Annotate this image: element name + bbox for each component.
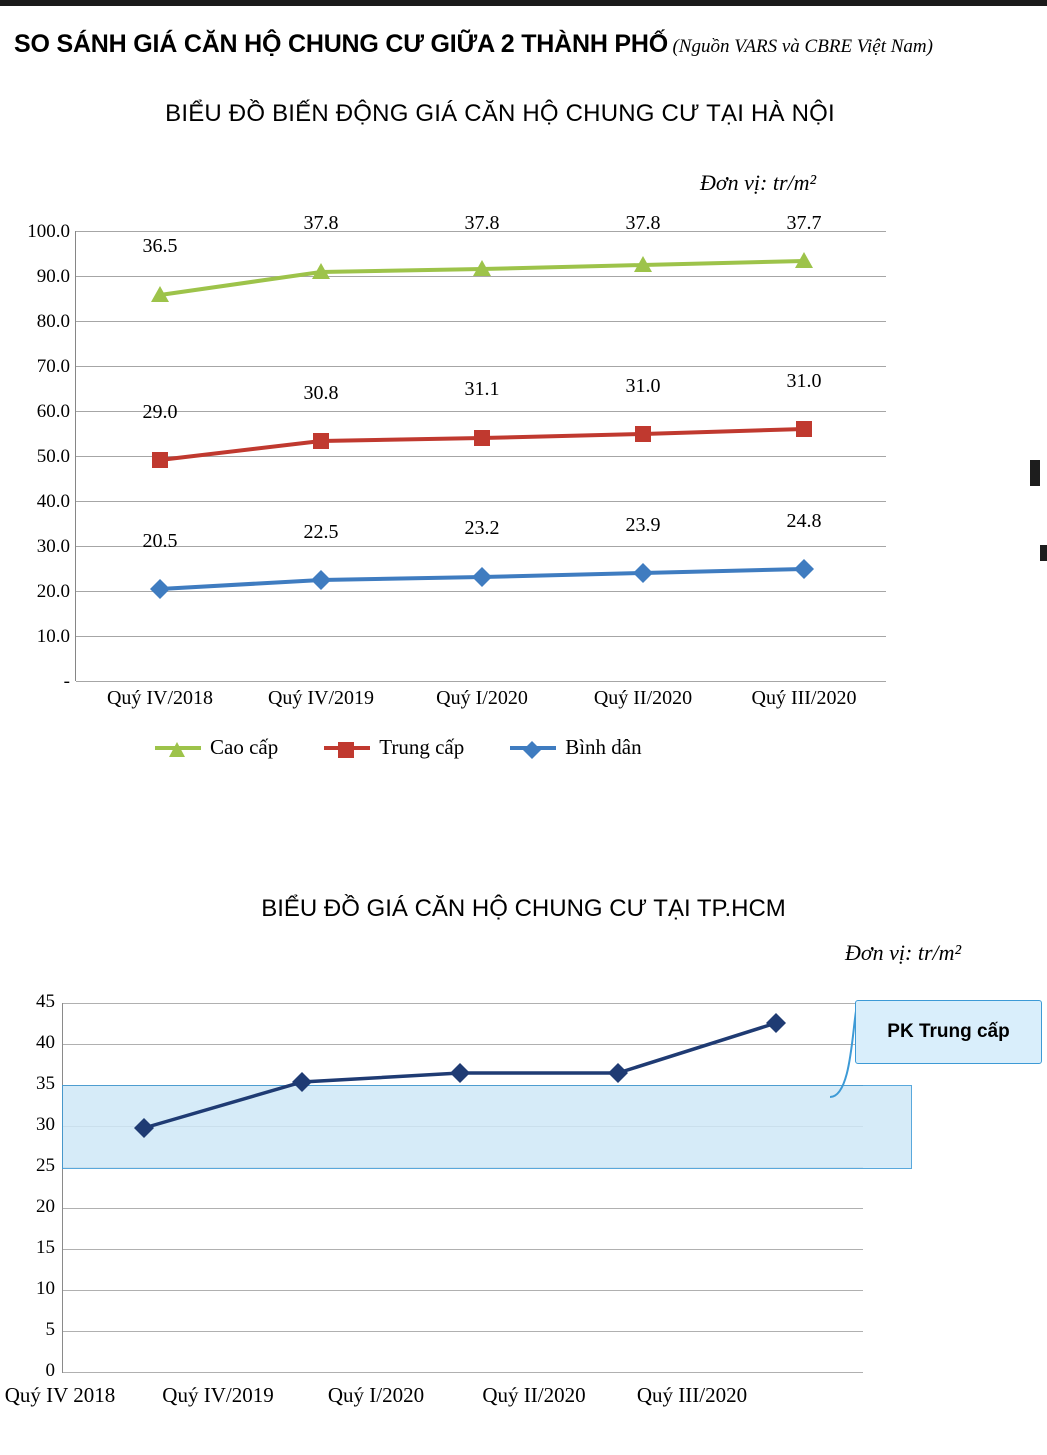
page-edge-mark (1040, 545, 1047, 561)
chart1-ytick: 90.0 (36, 266, 70, 287)
chart1-data-label: 20.5 (142, 530, 178, 552)
chart1-xtick: Quý III/2020 (751, 687, 857, 709)
chart1-ytick: 80.0 (36, 311, 70, 332)
chart1-xtick: Quý IV/2018 (106, 687, 214, 709)
chart1-data-label: 37.8 (625, 212, 661, 234)
chart1-data-label: 23.9 (625, 514, 661, 536)
diamond-icon (523, 741, 541, 759)
legend-item-trung-cap[interactable] (324, 735, 464, 760)
chart1-data-label: 24.8 (786, 510, 822, 532)
chart1-data-label: 37.8 (303, 212, 339, 234)
chart1 (0, 212, 920, 775)
chart1-data-label: 30.8 (303, 382, 339, 404)
chart1-ytick: - (63, 671, 70, 692)
chart1-data-label: 31.0 (625, 375, 661, 397)
source-note: (Nguồn VARS và CBRE Việt Nam) (672, 36, 933, 57)
chart1-data-label: 31.1 (464, 378, 500, 400)
chart2-xtick: Quý II/2020 (482, 1383, 586, 1407)
chart1-xtick: Quý I/2020 (436, 687, 528, 709)
chart2-ytick: 10 (36, 1278, 55, 1299)
legend-label: Trung cấp (379, 735, 465, 759)
chart2 (0, 985, 1047, 1415)
chart2-ytick: 5 (45, 1319, 55, 1340)
chart1-data-label: 23.2 (464, 517, 500, 539)
chart2-xtick: Quý IV/2019 (162, 1383, 274, 1407)
callout-label: PK Trung cấp (887, 1021, 1010, 1042)
chart2-xtick: Quý III/2020 (636, 1383, 748, 1407)
chart1-unit-label: Đơn vị: tr/m² (700, 170, 817, 195)
legend-line-green (155, 746, 201, 750)
square-icon (337, 741, 355, 759)
chart2-ytick: 20 (36, 1196, 55, 1217)
chart2-xtick: Quý IV 2018 (4, 1383, 116, 1407)
legend-item-cao-cap[interactable] (155, 735, 278, 760)
page-title: SO SÁNH GIÁ CĂN HỘ CHUNG CƯ GIỮA 2 THÀNH PHỐ (14, 30, 669, 58)
chart1-ytick: 40.0 (36, 491, 70, 512)
chart1-ytick: 50.0 (36, 446, 70, 467)
chart1-legend (155, 735, 678, 760)
chart2-title: BIỂU ĐỒ GIÁ CĂN HỘ CHUNG CƯ TẠI TP.HCM (261, 895, 786, 922)
chart1-data-label: 37.7 (786, 212, 822, 234)
legend-line-blue (510, 746, 556, 750)
chart1-ytick: 30.0 (36, 536, 70, 557)
triangle-icon (168, 741, 186, 759)
chart1-title: BIỂU ĐỒ BIẾN ĐỘNG GIÁ CĂN HỘ CHUNG CƯ TẠI HÀ NỘI (165, 100, 835, 127)
chart1-data-label: 36.5 (142, 235, 178, 257)
chart1-ytick: 60.0 (36, 401, 70, 422)
legend-line-red (324, 746, 370, 750)
chart2-xtick: Quý I/2020 (327, 1383, 425, 1407)
chart1-series-layer (75, 231, 885, 683)
chart1-data-label: 37.8 (464, 212, 500, 234)
legend-item-binh-dan[interactable] (510, 735, 641, 760)
chart1-data-label: 29.0 (142, 401, 178, 423)
chart1-ytick: 20.0 (36, 581, 70, 602)
legend-label: Cao cấp (210, 735, 279, 759)
chart2-ytick: 0 (45, 1360, 55, 1381)
legend-label: Bình dân (565, 735, 642, 759)
chart2-ytick: 45 (36, 991, 55, 1012)
chart1-ytick: 70.0 (36, 356, 70, 377)
chart1-ytick: 10.0 (36, 626, 70, 647)
chart2-ytick: 15 (36, 1237, 55, 1258)
chart1-xtick: Quý IV/2019 (267, 687, 375, 709)
chart1-xtick: Quý II/2020 (593, 687, 693, 709)
callout-pk-trung-cap (855, 1000, 1042, 1064)
chart2-series-layer (62, 1003, 862, 1375)
page-header (14, 30, 1044, 59)
chart2-ytick: 30 (36, 1114, 55, 1135)
chart1-ytick: 100.0 (27, 221, 70, 242)
chart2-ytick: 40 (36, 1032, 55, 1053)
chart2-ytick: 25 (36, 1155, 55, 1176)
page-edge-mark (1030, 460, 1040, 486)
chart1-data-label: 31.0 (786, 370, 822, 392)
chart2-unit-label: Đơn vị: tr/m² (845, 940, 962, 965)
chart1-data-label: 22.5 (303, 521, 339, 543)
chart2-ytick: 35 (36, 1073, 55, 1094)
top-divider (0, 0, 1047, 6)
